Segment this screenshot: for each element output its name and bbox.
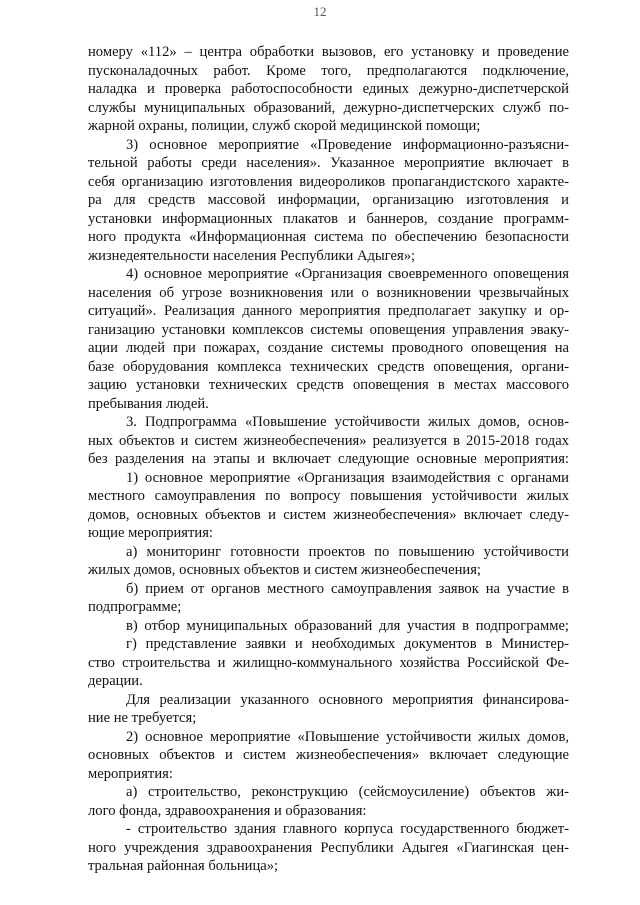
text-line: Для реализации указанного основного мероприятия финансирова- xyxy=(126,691,569,708)
text-line: базе оборудования комплекса технических средств оповещения, органи- xyxy=(88,358,569,375)
text-line: б) прием от органов местного самоуправления заявок на участие в xyxy=(126,580,569,597)
text-line: службы муниципальных образований, дежурно-диспетчерских служб по- xyxy=(88,99,569,116)
page-number: 12 xyxy=(313,4,327,19)
text-line: подпрограмме; xyxy=(88,599,182,615)
text-line: ного продукта «Информационная система по обеспечению безопасности xyxy=(88,229,569,245)
text-line: тельной работы среди населения». Указанное мероприятие включает в xyxy=(88,155,569,171)
document-body xyxy=(88,43,569,876)
text-line: а) мониторинг готовности проектов по повышению устойчивости xyxy=(126,543,569,560)
text-line: ации людей при пожарах, создание системы проводного оповещения на xyxy=(88,340,569,356)
text-line: тральная районная больница»; xyxy=(88,858,279,874)
text-line: в) отбор муниципальных образований для участия в подпрограмме; xyxy=(126,617,569,634)
text-line: ситуаций». Реализация данного мероприятия предполагает закупку и ор- xyxy=(88,303,569,319)
text-line: дерации. xyxy=(88,673,143,689)
text-line: - строительство здания главного корпуса государственного бюджет- xyxy=(126,821,569,837)
text-line: 4) основное мероприятие «Организация своевременного оповещения xyxy=(126,266,569,282)
text-line: ние не требуется; xyxy=(88,710,197,726)
text-line: себя организацию изготовления видеороликов пропагандистского характе- xyxy=(88,173,569,190)
text-line: пребывания людей. xyxy=(88,395,209,412)
text-line: без разделения на этапы и включает следующие основные мероприятия: xyxy=(88,451,569,467)
text-line: местного самоуправления по вопросу повышения устойчивости жилых xyxy=(88,488,569,504)
text-line: установки информационных плакатов и баннеров, создание программ- xyxy=(88,210,569,227)
text-line: а) строительство, реконструкцию (сейсмоусиление) объектов жи- xyxy=(126,784,569,800)
text-line: основных объектов и систем жизнеобеспечения» включает следующие xyxy=(88,747,569,763)
text-line: пусконаладочных работ. Кроме того, предполагаются подключение, xyxy=(88,62,569,79)
text-line: г) представление заявки и необходимых документов в Министер- xyxy=(126,636,569,652)
text-line: ного учреждения здравоохранения Республики Адыгея «Гиагинская цен- xyxy=(88,839,569,856)
text-line: населения об угрозе возникновения или о возникновении чрезвычайных xyxy=(88,284,569,301)
text-line: 3. Подпрограмма «Повышение устойчивости жилых домов, основ- xyxy=(126,414,569,430)
text-line: ганизацию установки комплексов системы оповещения управления эваку- xyxy=(88,321,569,338)
text-line: 3) основное мероприятие «Проведение информационно-разъясни- xyxy=(126,136,569,153)
text-line: жилых домов, основных объектов и систем жизнеобеспечения; xyxy=(88,562,481,578)
text-line: 2) основное мероприятие «Повышение устойчивости жилых домов, xyxy=(126,728,569,745)
text-line: номеру «112» – центра обработки вызовов, его установку и проведение xyxy=(88,44,569,60)
text-line: ных объектов и систем жизнеобеспечения» реализуется в 2015-2018 годах xyxy=(88,432,569,449)
text-line: ющие мероприятия: xyxy=(88,525,213,541)
text-line: лого фонда, здравоохранения и образования: xyxy=(88,802,367,819)
text-line: 1) основное мероприятие «Организация взаимодействия с органами xyxy=(126,469,569,486)
text-line: зацию установки технических средств оповещения в местах массового xyxy=(88,377,569,393)
text-line: жарной охраны, полиции, служб скорой медицинской помощи; xyxy=(88,118,481,134)
text-line: наладка и проверка работоспособности единых дежурно-диспетчерской xyxy=(88,81,569,97)
text-line: ство строительства и жилищно-коммунального хозяйства Российской Фе- xyxy=(88,654,569,671)
text-line: ра для средств массовой информации, организацию изготовления и xyxy=(88,192,569,208)
text-line: жизнедеятельности населения Республики Адыгея»; xyxy=(88,247,416,264)
text-line: мероприятия: xyxy=(88,765,173,782)
text-line: домов, основных объектов и систем жизнеобеспечения» включает следу- xyxy=(88,506,569,523)
